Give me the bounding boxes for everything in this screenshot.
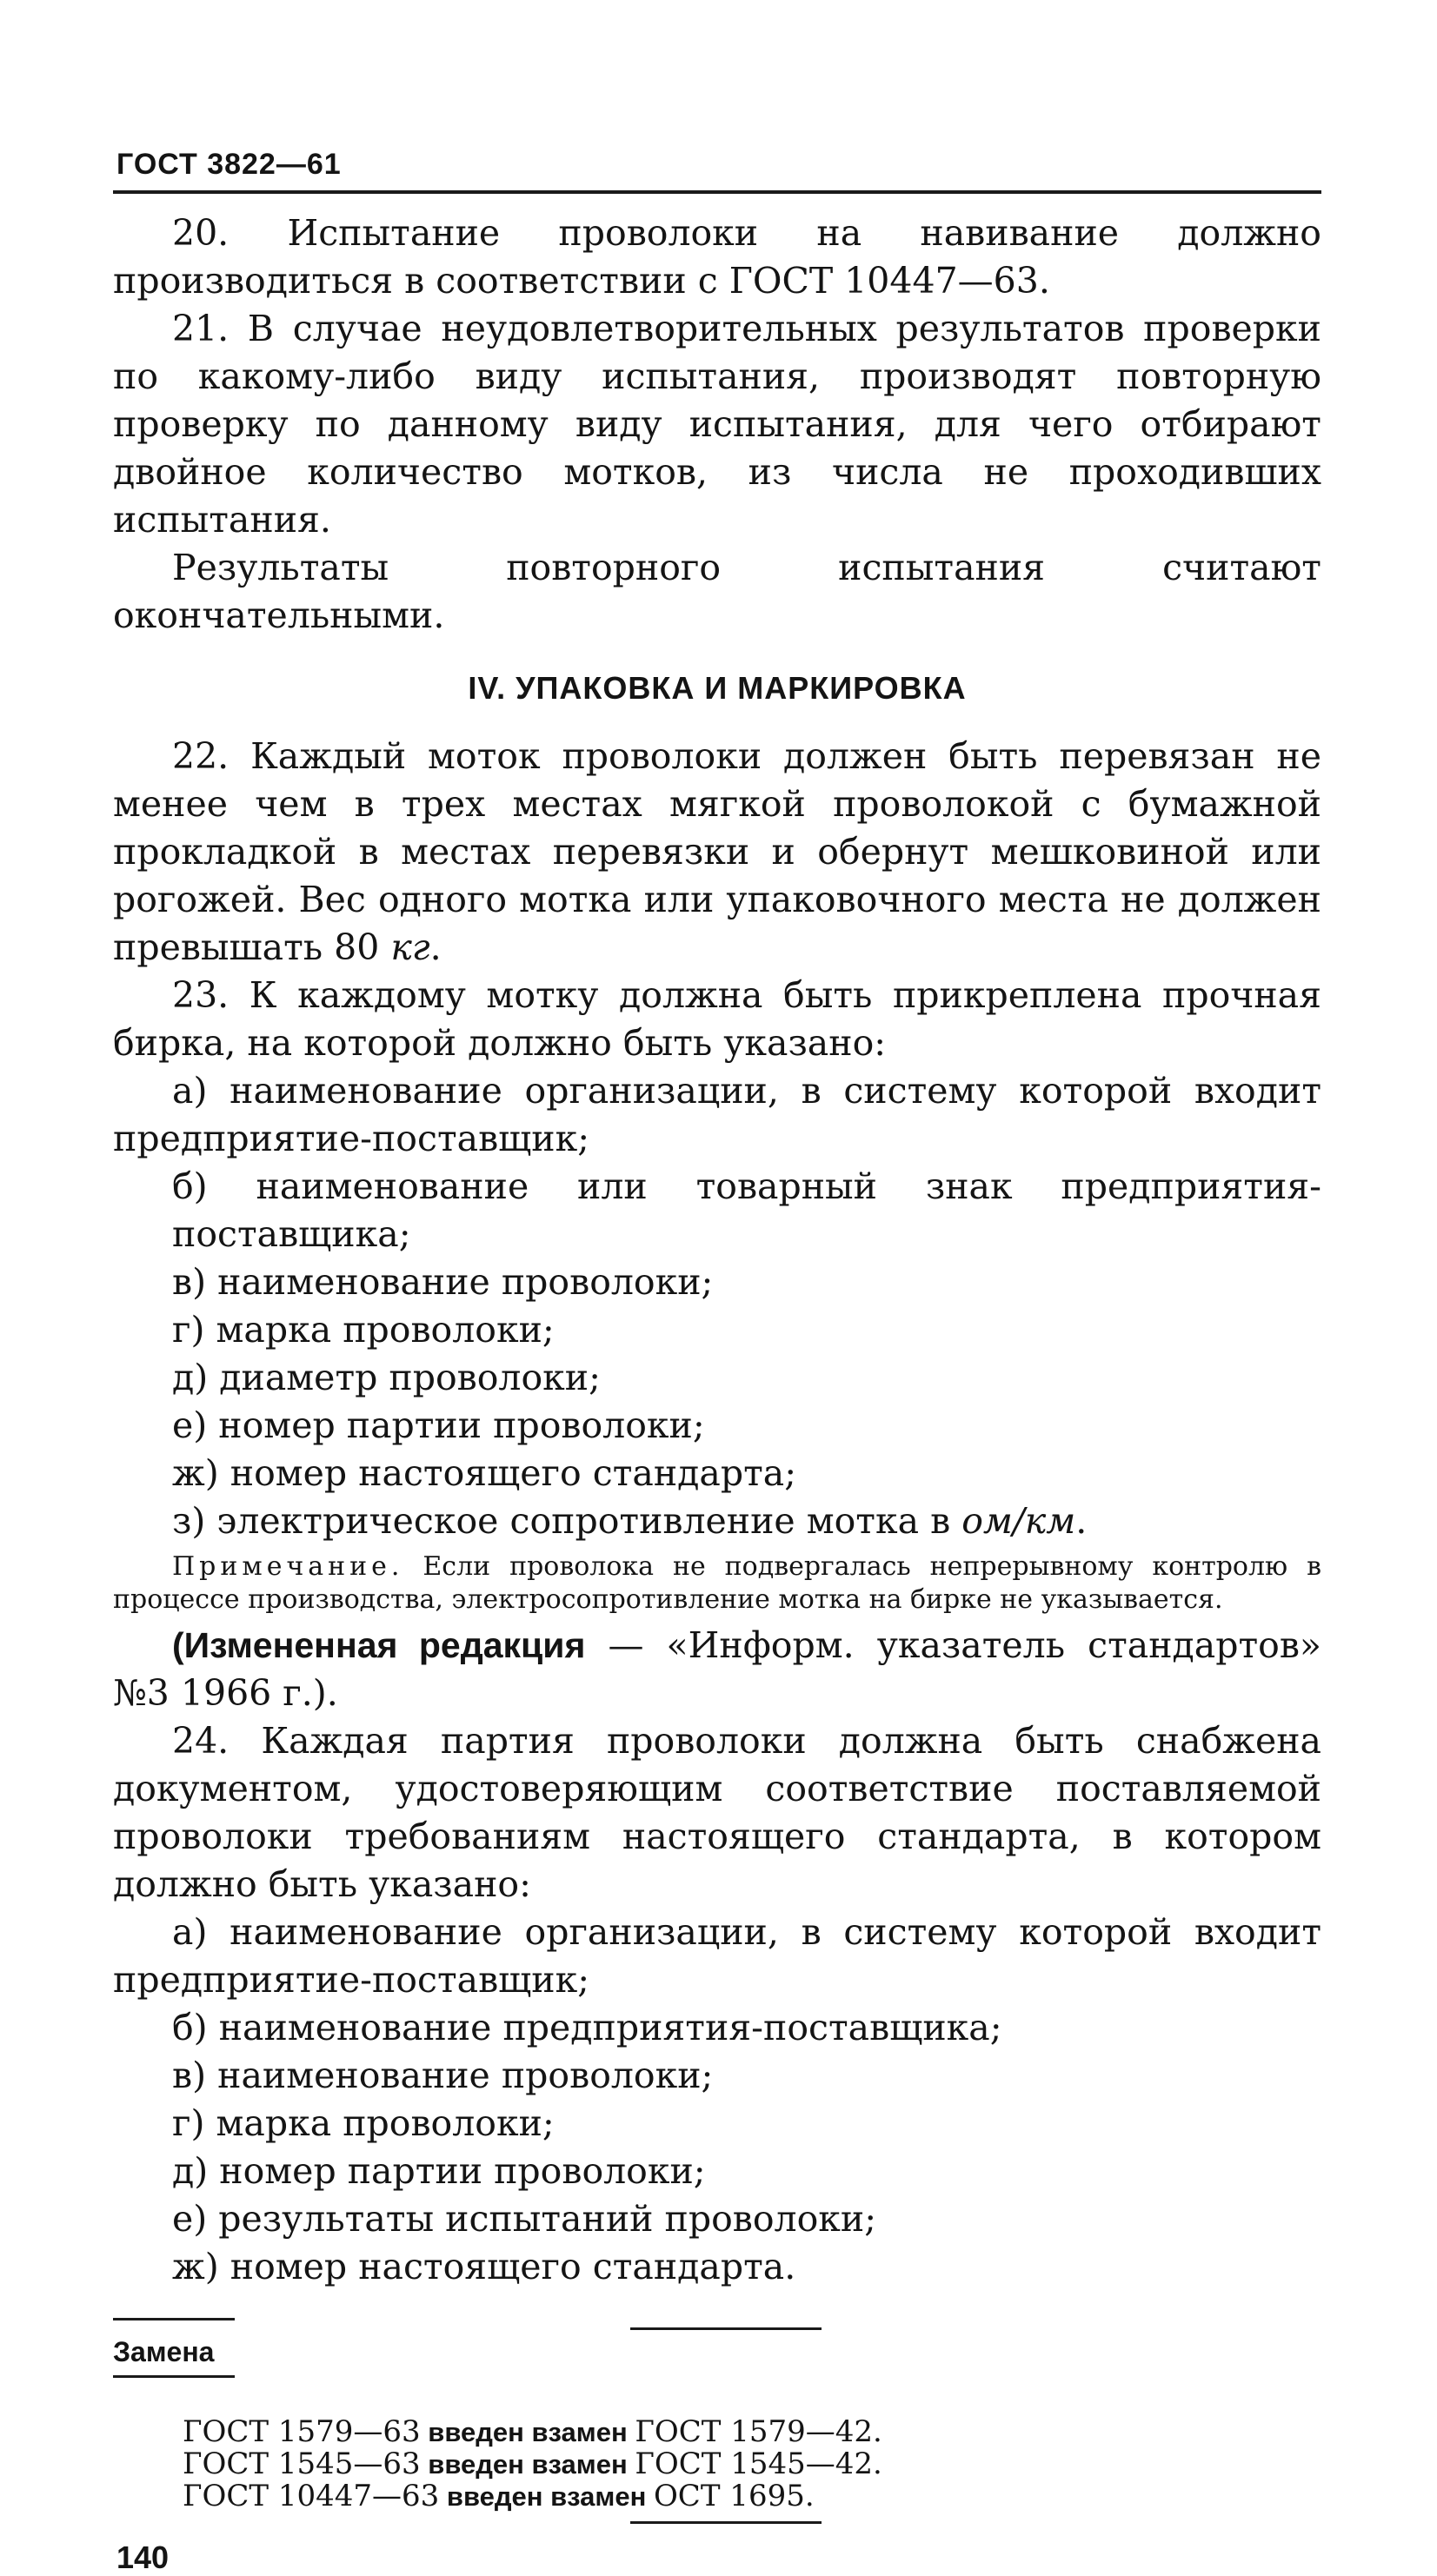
list-item: г) марка проволоки; bbox=[172, 2102, 555, 2144]
replacement-new: ГОСТ 1545—63 bbox=[183, 2447, 421, 2481]
amendment-bold: (Измененная редакция bbox=[172, 1625, 586, 1665]
replacement-connector: введен взамен bbox=[420, 2449, 635, 2480]
replacement-line bbox=[183, 2416, 1321, 2448]
header-rule bbox=[113, 190, 1321, 194]
document-code: ГОСТ 3822—61 bbox=[116, 148, 342, 181]
list-item: д) номер партии проволоки; bbox=[172, 2150, 706, 2192]
paragraph-23: 23. К каждому мотку должна быть прикреплена прочная бирка, на которой должно быть указано: bbox=[113, 974, 1321, 1064]
replacement-line bbox=[183, 2480, 1321, 2513]
paragraph-21-result: Результаты повторного испытания считают окончательными. bbox=[113, 547, 1321, 636]
list-item: в) наименование проволоки; bbox=[172, 2055, 714, 2096]
list-item: б) наименование предприятия-поставщика; bbox=[172, 2007, 1002, 2048]
replacement-connector: введен взамен bbox=[439, 2481, 654, 2512]
paragraph-22-end: . bbox=[429, 926, 442, 968]
amendment-text: — «Информ. указатель стандартов» №3 1966 г.). bbox=[113, 1624, 1322, 1714]
list-item: а) наименование организации, в систему которой входит предприятие-поставщик; bbox=[113, 1070, 1321, 1159]
zamena-rule-bottom bbox=[113, 2375, 235, 2378]
note-label: Примечание. bbox=[172, 1551, 404, 1582]
paragraph-22-unit: кг bbox=[390, 926, 430, 968]
list-item: б) наименование или товарный знак предприятия-поставщика; bbox=[172, 1165, 1321, 1255]
footer-divider bbox=[630, 2521, 822, 2524]
zamena-title: Замена bbox=[113, 2336, 215, 2367]
list-item: ж) номер настоящего стандарта. bbox=[172, 2246, 796, 2287]
replacement-list bbox=[183, 2416, 1321, 2513]
list-item: ж) номер настоящего стандарта; bbox=[172, 1452, 797, 1494]
list-item: в) наименование проволоки; bbox=[172, 1261, 714, 1303]
replacement-old: ОСТ 1695. bbox=[653, 2479, 815, 2513]
replacement-connector: введен взамен bbox=[420, 2417, 635, 2447]
document-page bbox=[113, 148, 1321, 2576]
list-item-end: . bbox=[1075, 1500, 1088, 1542]
zamena-rule-top bbox=[113, 2318, 235, 2320]
note-text: Если проволока не подвергалась непрерывному контролю в процессе производства, электросопротивление мотка на бирке не указывается. bbox=[113, 1551, 1321, 1615]
list-item-unit: ом/км bbox=[961, 1500, 1076, 1542]
paragraph-24: 24. Каждая партия проволоки должна быть снабжена документом, удостоверяющим соответствие поставляемой проволоки требованиям настоящего стандарта, в котором должно быть указано: bbox=[113, 1720, 1321, 1905]
paragraph-21: 21. В случае неудовлетворительных результатов проверки по какому-либо виду испытания, производят повторную проверку по данному виду испытания, для чего отбирают двойное количество мотков, из числа не проходивших испытания. bbox=[113, 308, 1321, 541]
page-number: 140 bbox=[116, 2539, 170, 2575]
paragraph-20: 20. Испытание проволоки на навивание должно производиться в соответствии с ГОСТ 10447—63. bbox=[113, 212, 1321, 302]
note bbox=[113, 1550, 1321, 1617]
body-text bbox=[113, 209, 1321, 2291]
replacement-block-header bbox=[113, 2318, 235, 2378]
list-item bbox=[113, 1497, 1321, 1545]
replacement-new: ГОСТ 10447—63 bbox=[183, 2479, 440, 2513]
list-item: г) марка проволоки; bbox=[172, 1309, 555, 1351]
paragraph-22-text: 22. Каждый моток проволоки должен быть перевязан не менее чем в трех местах мягкой проволокой с бумажной прокладкой в местах перевязки и обернут мешковиной или рогожей. Вес одного мотка или упаковочного места не должен превышать 80 bbox=[113, 735, 1321, 968]
replacement-old: ГОСТ 1579—42. bbox=[635, 2414, 882, 2449]
list-item-text: з) электрическое сопротивление мотка в bbox=[172, 1500, 962, 1542]
replacement-new: ГОСТ 1579—63 bbox=[183, 2414, 421, 2449]
section-divider bbox=[630, 2327, 822, 2330]
list-item: д) диаметр проволоки; bbox=[172, 1357, 601, 1398]
list-item: а) наименование организации, в систему которой входит предприятие-поставщик; bbox=[113, 1911, 1321, 2001]
paragraph-22 bbox=[113, 733, 1321, 972]
replacement-old: ГОСТ 1545—42. bbox=[635, 2447, 882, 2481]
list-item: е) номер партии проволоки; bbox=[172, 1404, 705, 1446]
section-title: IV. УПАКОВКА И МАРКИРОВКА bbox=[468, 670, 967, 706]
amendment-reference bbox=[113, 1622, 1321, 1717]
replacement-line bbox=[183, 2448, 1321, 2480]
list-item: е) результаты испытаний проволоки; bbox=[172, 2198, 877, 2240]
